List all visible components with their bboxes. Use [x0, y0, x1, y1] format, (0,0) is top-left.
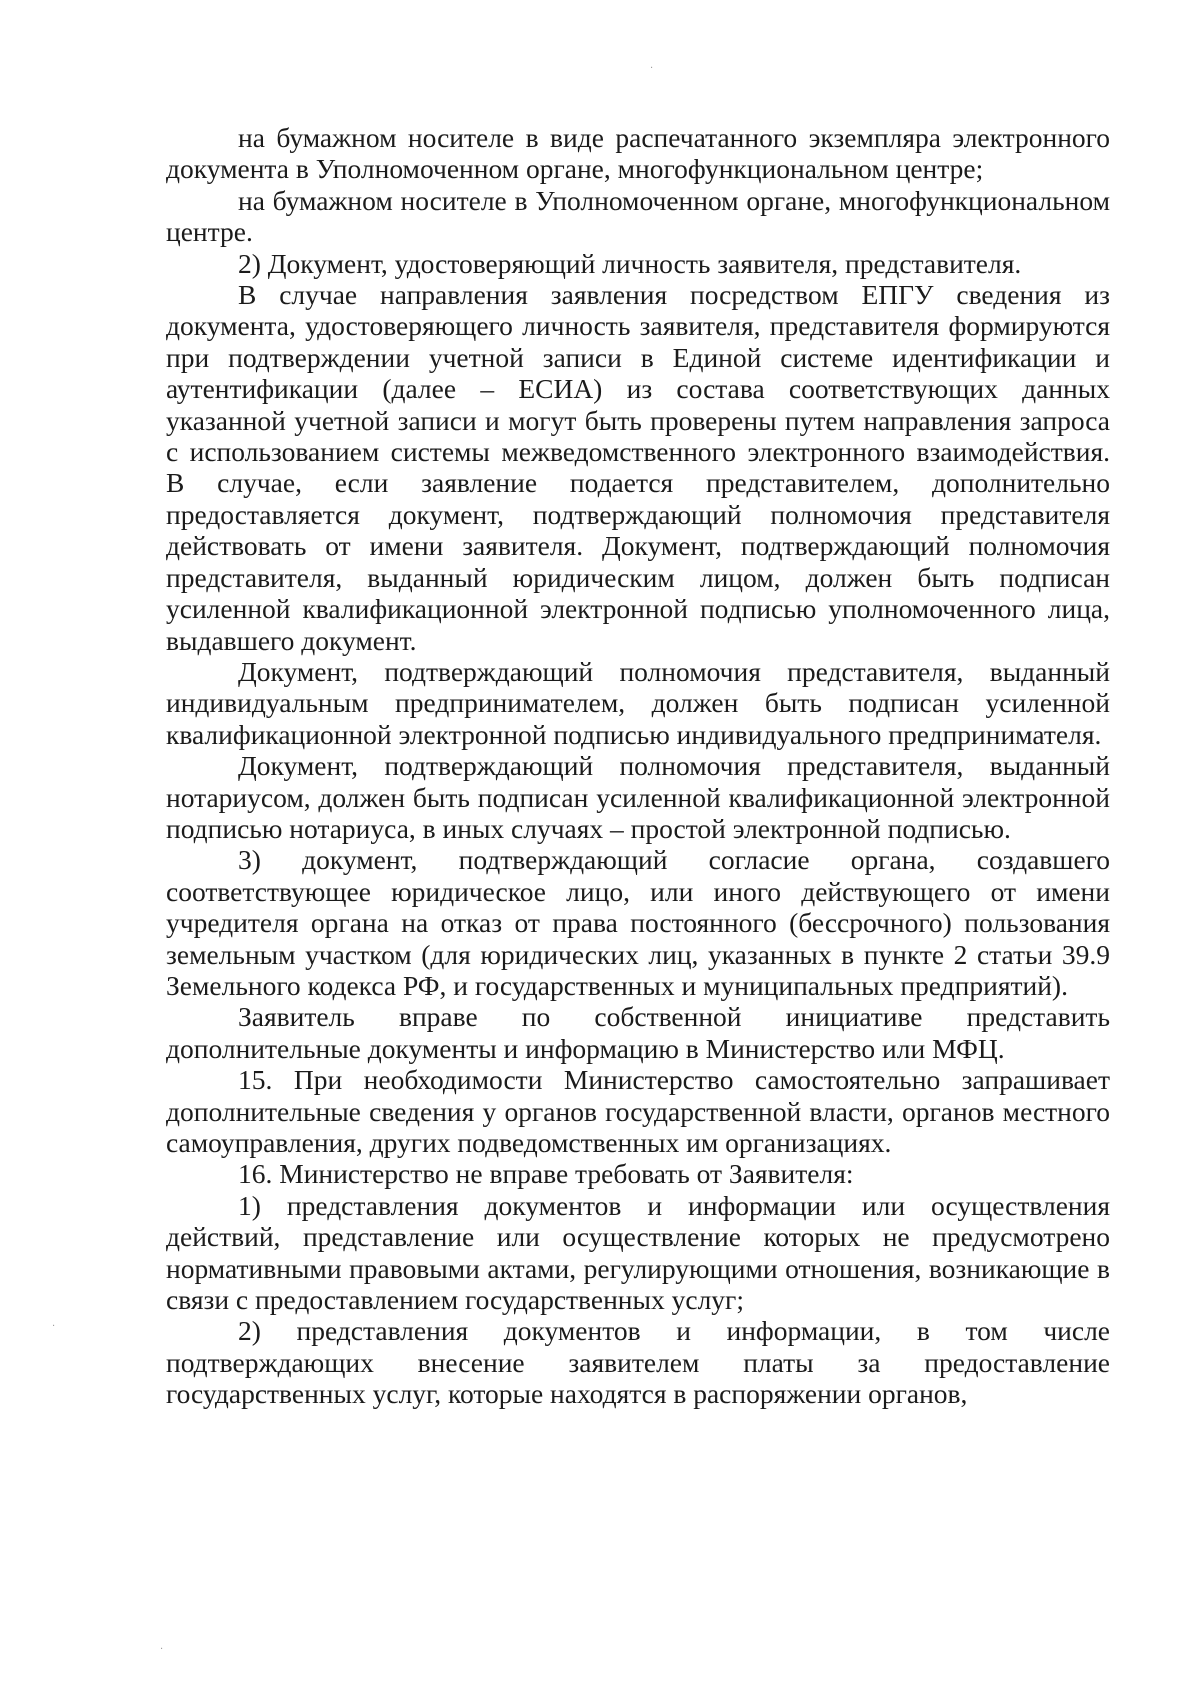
paragraph-item-16: 16. Министерство не вправе требовать от Заявителя: [238, 1158, 854, 1190]
paragraph-item-16-2: 2) представления документов и информации, в том числе подтверждающих внесение заявителем платы за предоставление государственных услуг, которые находятся в распоряжении органов, [166, 1315, 1110, 1410]
paragraph-consent-document: 3) документ, подтверждающий согласие органа, создавшего соответствующее юридическое лицо, или иного действующего от имени учредителя органа на отказ от права постоянного (бессрочного) пользования земельным участком (для юридических лиц, указанных в пункте 2 статьи 39.9 Земельного кодекса РФ, и государственных и муниципальных предприятий). [166, 844, 1110, 1001]
paragraph-item-16-1: 1) представления документов и информации или осуществления действий, представление или осуществление которых не предусмотрено нормативными правовыми актами, регулирующими отношения, возникающие в связи с предоставлением государственных услуг; [166, 1189, 1110, 1316]
scan-speck: · [52, 1321, 56, 1332]
paragraph-entrepreneur-signature: Документ, подтверждающий полномочия представителя, выданный индивидуальным предпринимателем, должен быть подписан усиленной квалификационной электронной подписью индивидуального предпринимателя. [166, 655, 1110, 750]
paragraph-paper-copy-printed: на бумажном носителе в виде распечатанного экземпляра электронного документа в Уполномоченном органе, многофункциональном центре; [166, 122, 1110, 185]
document-body [166, 122, 1110, 1410]
paragraph-notary-signature: Документ, подтверждающий полномочия представителя, выданный нотариусом, должен быть подписан усиленной квалификационной электронной подписью нотариуса, в иных случаях – простой электронной подписью. [166, 750, 1110, 844]
paragraph-own-initiative: Заявитель вправе по собственной инициативе представить дополнительные документы и информацию в Министерство или МФЦ. [166, 1001, 1110, 1064]
paragraph-paper-copy: на бумажном носителе в Уполномоченном органе, многофункциональном центре. [166, 184, 1110, 248]
scan-speck: · [160, 1644, 164, 1655]
paragraph-item-15: 15. При необходимости Министерство самостоятельно запрашивает дополнительные сведения у органов государственной власти, органов местного самоуправления, других подведомственных им организациях. [166, 1064, 1110, 1158]
paragraph-identity-document: 2) Документ, удостоверяющий личность заявителя, представителя. [238, 247, 1022, 279]
scan-speck: · [650, 63, 654, 74]
paragraph-epgu-esia: В случае направления заявления посредством ЕПГУ сведения из документа, удостоверяющего личность заявителя, представителя формируются при подтверждении учетной записи в Единой системе идентификации и аутентификации (далее – ЕСИА) из состава соответствующих данных указанной учетной записи и могут быть проверены путем направления запроса с использованием системы межведомственного электронного взаимодействия. В случае, если заявление подается представителем, дополнительно предоставляется документ, подтверждающий полномочия представителя действовать от имени заявителя. Документ, подтверждающий полномочия представителя, выданный юридическим лицом, должен быть подписан усиленной квалификационной электронной подписью уполномоченного лица, выдавшего документ. [166, 279, 1110, 656]
